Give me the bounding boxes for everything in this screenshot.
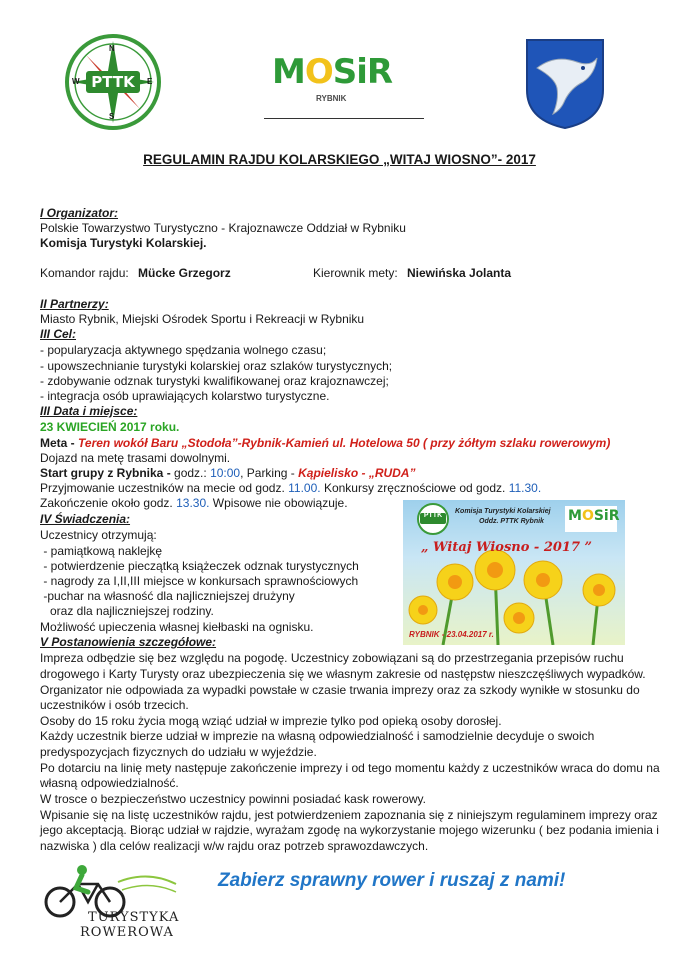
date-place-heading: III Data i miejsce:	[40, 404, 138, 418]
document-title: REGULAMIN RAJDU KOLARSKIEGO „WITAJ WIOSNO”- 2017	[143, 152, 536, 167]
detailed-heading: V Postanowienia szczegółowe:	[40, 635, 217, 649]
compass-n: N	[109, 44, 115, 53]
detailed-line: nazwiska ) dla celów realizacji w/w rajdu oraz potrzeb sprawozdawczych.	[40, 839, 429, 853]
detailed-line: drogowego i Karty Turysty oraz ubezpieczenia się we własnym zakresie od następstw nieszczęśliwych wypadków.	[40, 667, 646, 681]
detailed-line: Organizator nie odpowiada za wypadki powstałe w czasie trwania imprezy oraz za szkody wynikłe w stosunku do	[40, 683, 640, 697]
detailed-line: W trosce o bezpieczeństwo uczestnicy powinni posiadać kask rowerowy.	[40, 792, 426, 806]
start-parking-label: , Parking -	[240, 466, 295, 480]
organizer-line1: Polskie Towarzystwo Turystyczno - Krajoznawcze Oddział w Rybniku	[40, 221, 406, 235]
pttk-text: PTTK	[91, 73, 135, 91]
poster-line2: Oddz. PTTK Rybnik	[479, 518, 544, 525]
poster-line1: Komisja Turystyki Kolarskiej	[455, 508, 551, 515]
end-note: Wpisowe nie obowiązuje.	[209, 496, 348, 510]
tourism-logo-line2: ROWEROWA	[80, 925, 174, 940]
commander-label: Komandor rajdu:	[40, 266, 129, 280]
start-godz: godz.:	[170, 466, 207, 480]
benefit-item: - pamiątkową naklejkę	[40, 544, 163, 558]
goal-item: - upowszechnianie turystyki kolarskiej oraz szlaków turystycznych;	[40, 359, 393, 373]
detailed-line: Każdy uczestnik bierze udział w imprezie na własną odpowiedzialność i samodzielnie decyduje o swoich	[40, 729, 595, 743]
event-poster	[403, 500, 625, 645]
poster-footer: RYBNIK - 23.04.2017 r.	[409, 630, 494, 639]
compass-e: E	[147, 77, 153, 86]
finish-manager-name: Niewińska Jolanta	[407, 266, 512, 280]
coat-of-arms	[525, 38, 605, 130]
detailed-line: predyspozycjach fizycznych do udziału w wyjeździe.	[40, 745, 317, 759]
arrival-info: Dojazd na metę trasami dowolnymi.	[40, 451, 231, 465]
finish-manager-label: Kierownik mety:	[313, 266, 398, 280]
end-text: Zakończenie około godz.	[40, 496, 173, 510]
mosir-city: RYBNIK	[316, 94, 347, 103]
commander-name: Mücke Grzegorz	[138, 266, 231, 280]
poster-headline: „ Witaj Wiosno - 2017 ”	[421, 540, 593, 555]
organizer-line2: Komisja Turystyki Kolarskiej.	[40, 236, 207, 250]
poster-mosir-logo: MOSiR	[568, 508, 620, 524]
organizer-heading: I Organizator:	[40, 206, 119, 220]
benefits-intro: Uczestnicy otrzymują:	[40, 528, 157, 542]
benefit-item: oraz dla najliczniejszej rodziny.	[40, 604, 214, 618]
detailed-line: jego akceptacją. Biorąc udział w rajdzie, wyrażam zgodę na wykorzystanie mojego wizerunku ( bez podania imienia i	[40, 823, 659, 837]
goal-item: - zdobywanie odznak turystyki kwalifikowanej oraz krajoznawczej;	[40, 374, 389, 388]
detailed-line: Osoby do 15 roku życia mogą wziąć udział w imprezie tylko pod opieką osoby dorosłej.	[40, 714, 502, 728]
accept-time: 11.00.	[288, 481, 321, 495]
benefit-item: - nagrody za I,II,III miejsce w konkursach sprawnościowych	[40, 574, 359, 588]
mosir-o: O	[304, 52, 333, 92]
goal-heading: III Cel:	[40, 327, 77, 341]
compass-w: W	[72, 77, 80, 86]
meta-label: Meta -	[40, 436, 75, 450]
mosir-logo	[272, 52, 422, 124]
event-date: 23 KWIECIEŃ 2017 roku.	[40, 420, 180, 434]
mosir-sir: SiR	[332, 52, 393, 92]
mosir-underline	[264, 118, 424, 119]
goal-item: - popularyzacja aktywnego spędzania wolnego czasu;	[40, 343, 327, 357]
tourism-logo-line1: TURYSTYKA	[88, 910, 180, 925]
benefits-note: Możliwość upieczenia własnej kiełbaski na ognisku.	[40, 620, 314, 634]
detailed-line: Wpisanie się na listę uczestników rajdu, jest potwierdzeniem zapoznania się z niniejszym regulaminem imprezy oraz	[40, 808, 658, 822]
contest-time: 11.30.	[508, 481, 542, 495]
compass-s: S	[109, 112, 115, 121]
start-place: Kąpielisko - „RUDA”	[298, 466, 416, 480]
accept-text: Przyjmowanie uczestników na mecie od godz.	[40, 481, 285, 495]
start-label: Start grupy z Rybnika -	[40, 466, 171, 480]
benefits-heading: IV Świadczenia:	[40, 512, 131, 526]
pttk-logo	[64, 33, 162, 131]
detailed-line: Po dotarciu na linię mety następuje zakończenie imprezy i od tego momentu każdy z uczestników wraca do domu na	[40, 761, 660, 775]
contest-text: Konkursy zręcznościowe od godz.	[320, 481, 506, 495]
benefit-item: - potwierdzenie pieczątką książeczek odznak turystycznych	[40, 559, 359, 573]
goal-item: - integracja osób uprawiających kolarstwo turystyczne.	[40, 389, 330, 403]
partners-text: Miasto Rybnik, Miejski Ośrodek Sportu i Rekreacji w Rybniku	[40, 312, 365, 326]
cycling-tourism-logo	[38, 862, 178, 944]
detailed-line: uczestników i osób trzecich.	[40, 698, 189, 712]
poster-pttk-text: PTTK	[423, 512, 443, 519]
footer-slogan: Zabierz sprawny rower i ruszaj z nami!	[218, 870, 566, 891]
benefit-item: -puchar na własność dla najliczniejszej drużyny	[40, 589, 295, 603]
detailed-line: własną odpowiedzialność.	[40, 776, 179, 790]
detailed-line: Impreza odbędzie się bez względu na pogodę. Uczestnicy zobowiązani są do przestrzegania przepisów ruchu	[40, 651, 624, 665]
partners-heading: II Partnerzy:	[40, 297, 109, 311]
mosir-m: M	[272, 52, 305, 92]
start-time: 10:00	[210, 466, 241, 480]
end-time: 13.30.	[176, 496, 210, 510]
meta-location: Teren wokół Baru „Stodoła”-Rybnik-Kamień ul. Hotelowa 50 ( przy żółtym szlaku rowerowym)	[78, 436, 611, 450]
